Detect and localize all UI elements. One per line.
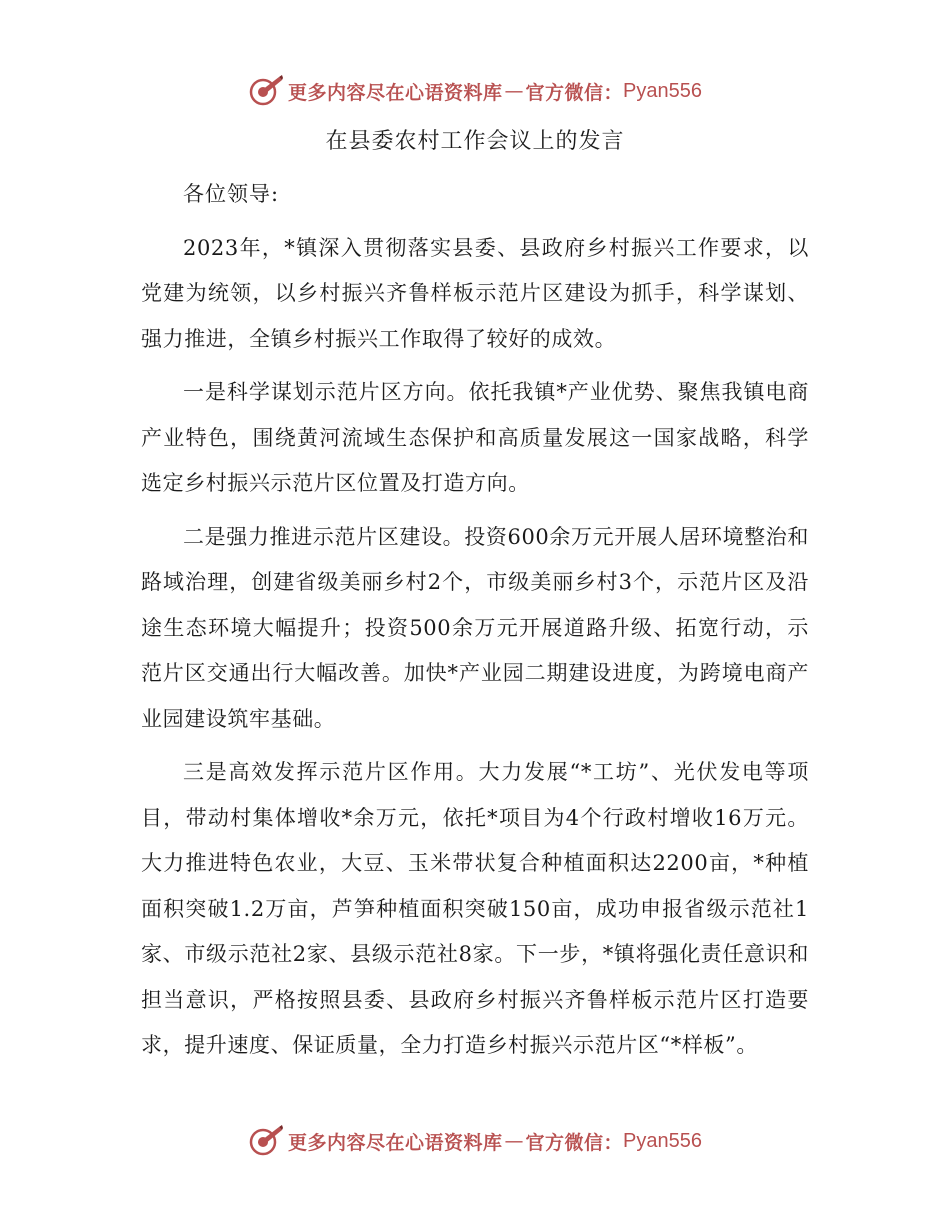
paragraph-point-one: 一是科学谋划示范片区方向。依托我镇*产业优势、聚焦我镇电商产业特色，围绕黄河流域生态保护和高质量发展这一国家战略，科学选定乡村振兴示范片区位置及打造方向。 (141, 380, 809, 495)
watermark-wechat-id: Pyan556 (623, 1129, 702, 1152)
watermark-wechat-id: Pyan556 (623, 79, 702, 102)
watermark-text: 更多内容尽在心语资料库 (288, 81, 503, 104)
greeting: 各位领导: (183, 182, 280, 206)
paragraph-point-three: 三是高效发挥示范片区作用。大力发展“*工坊”、光伏发电等项目，带动村集体增收*余万元，依托*项目为4个行政村增收16万元。大力推进特色农业，大豆、玉米带状复合种植面积达2200亩，*种植面积突破1.2万亩，芦笋种植面积突破150亩，成功申报省级示范社1家、市级示范社2家、县级示范社8家。下一步，*镇将强化责任意识和担当意识，严格按照县委、县政府乡村振兴齐鲁样板示范片区打造要求，提升速度、保证质量，全力打造乡村振兴示范片区“*样板”。 (141, 760, 809, 1057)
footer-watermark (0, 1121, 950, 1161)
watermark-separator: — (504, 80, 524, 102)
pen-logo-icon (248, 74, 284, 108)
pen-logo-icon (248, 1124, 284, 1158)
watermark-wechat-label: 官方微信： (525, 1131, 624, 1154)
watermark-wechat-label: 官方微信： (525, 81, 624, 104)
document-body (141, 172, 809, 1069)
watermark-separator: — (504, 1130, 524, 1152)
paragraph-intro: 2023年，*镇深入贯彻落实县委、县政府乡村振兴工作要求，以党建为统领，以乡村振兴齐鲁样板示范片区建设为抓手，科学谋划、强力推进，全镇乡村振兴工作取得了较好的成效。 (141, 235, 809, 351)
watermark-text: 更多内容尽在心语资料库 (288, 1131, 503, 1154)
header-watermark (0, 71, 950, 111)
document-title: 在县委农村工作会议上的发言 (325, 129, 625, 154)
paragraph-point-two: 二是强力推进示范片区建设。投资600余万元开展人居环境整治和路域治理，创建省级美丽乡村2个，市级美丽乡村3个，示范片区及沿途生态环境大幅提升；投资500余万元开展道路升级、拓宽行动，示范片区交通出行大幅改善。加快*产业园二期建设进度，为跨境电商产业园建设筑牢基础。 (141, 524, 809, 731)
